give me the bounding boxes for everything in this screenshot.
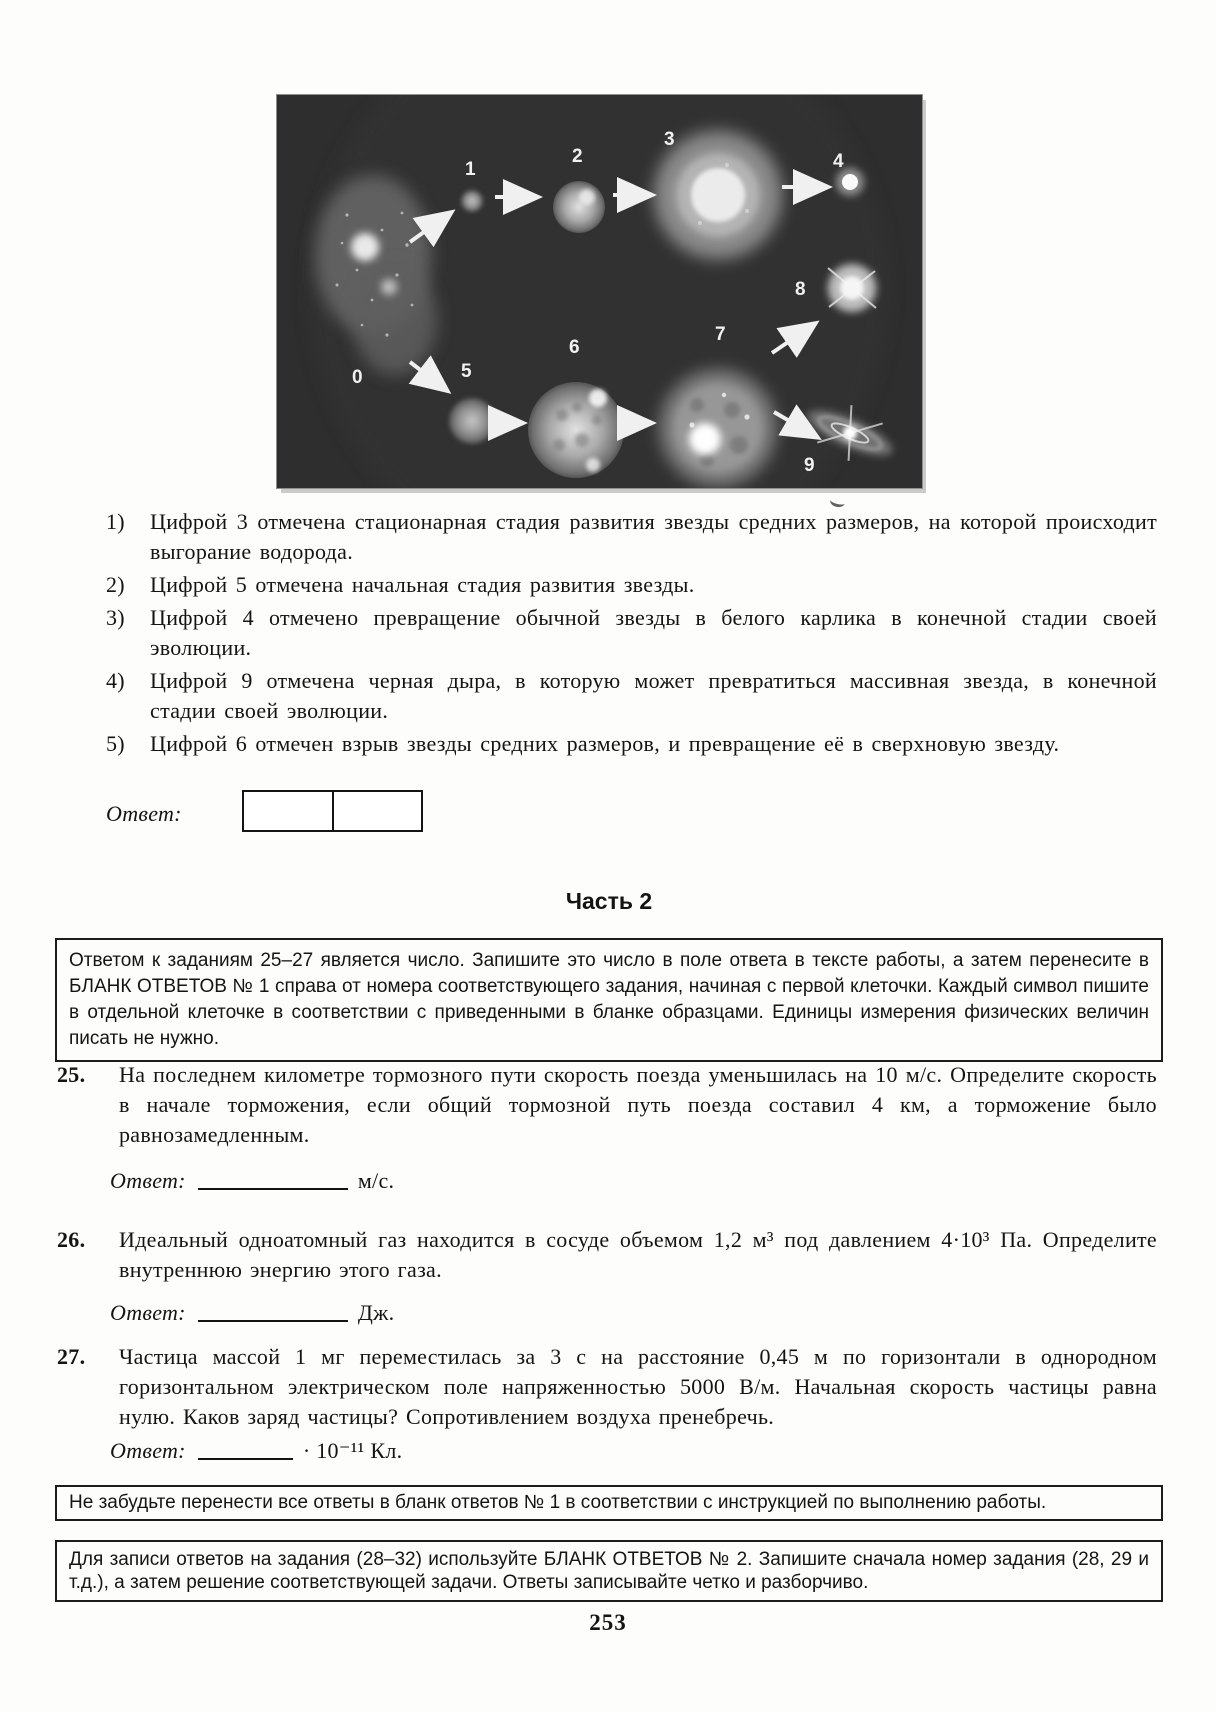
figure-label-3: 3 xyxy=(664,129,675,150)
option-3 xyxy=(106,603,1157,663)
option-number: 1) xyxy=(106,509,125,534)
part2-instructions-box: Ответом к заданиям 25–27 является число. Запишите это число в поле ответа в тексте работы, а затем перенесите в БЛАНК ОТВЕТОВ № 1 справа от номера соответствующего задания, начиная с первой клеточки. Каждый символ пишите в отдельной клеточке в соответствии с приведенными в бланке образцами. Единицы измерения физических величин писать не нужно. xyxy=(55,938,1163,1062)
footer-note-2: Для записи ответов на задания (28–32) используйте БЛАНК ОТВЕТОВ № 2. Запишите сначала номер задания (28, 29 и т.д.), а затем решение соответствующей задачи. Ответы записывайте четко и разборчиво. xyxy=(55,1540,1163,1602)
answer-row-25 xyxy=(110,1168,394,1194)
figure-label-2: 2 xyxy=(572,146,583,167)
problem-text: На последнем километре тормозного пути скорость поезда уменьшилась на 10 м/с. Определите скорость в начале торможения, если общий тормозной путь поезда составил 4 км, а торможение было равнозамедленным. xyxy=(119,1062,1157,1147)
page-number: 253 xyxy=(589,1610,627,1635)
answer-blank xyxy=(198,1438,293,1460)
problem-text: Частица массой 1 мг переместилась за 3 с на расстояние 0,45 м по горизонтали в однородном горизонтальном электрическом поле напряженностью 5000 В/м. Начальная скорость частицы равна нулю. Каков заряд частицы? Сопротивлением воздуха пренебречь. xyxy=(119,1344,1157,1429)
option-4 xyxy=(106,666,1157,726)
figure-label-0: 0 xyxy=(352,367,363,388)
answer-label: Ответ: xyxy=(110,1300,186,1325)
option-number: 3) xyxy=(106,605,125,630)
figure-label-9: 9 xyxy=(804,455,815,476)
answer-unit: м/с. xyxy=(357,1168,395,1193)
figure-label-5: 5 xyxy=(461,361,472,382)
star-5 xyxy=(449,398,495,444)
option-text: Цифрой 9 отмечена черная дыра, в которую может превратиться массивная звезда, в конечной стадии своей эволюции. xyxy=(150,668,1157,723)
problem-text: Идеальный одноатомный газ находится в сосуде объемом 1,2 м³ под давлением 4·10³ Па. Определите внутреннюю энергию этого газа. xyxy=(119,1227,1157,1282)
option-text: Цифрой 5 отмечена начальная стадия развития звезды. xyxy=(150,572,695,597)
figure-label-8: 8 xyxy=(795,279,806,300)
answer-row-26 xyxy=(110,1300,394,1326)
option-text: Цифрой 6 отмечен взрыв звезды средних размеров, и превращение её в сверхновую звезду. xyxy=(150,731,1060,756)
answer-label: Ответ: xyxy=(110,1168,186,1193)
answer-unit: · 10⁻¹¹ Кл. xyxy=(302,1438,403,1463)
problem-number: 26. xyxy=(57,1227,86,1252)
option-2 xyxy=(106,570,1157,600)
answer-box-cell-1 xyxy=(244,792,334,830)
answer-label: Ответ: xyxy=(106,801,182,826)
option-5 xyxy=(106,729,1157,759)
footer-note-1: Не забудьте перенести все ответы в бланк ответов № 1 в соответствии с инструкцией по выполнению работы. xyxy=(55,1485,1163,1521)
white-dwarf-4 xyxy=(836,168,864,196)
figure-label-6: 6 xyxy=(569,337,580,358)
option-number: 2) xyxy=(106,572,125,597)
figure-label-1: 1 xyxy=(465,159,476,180)
answer-label: Ответ: xyxy=(110,1438,186,1463)
part2-title: Часть 2 xyxy=(565,888,653,914)
option-text: Цифрой 4 отмечено превращение обычной звезды в белого карлика в конечной стадии своей эволюции. xyxy=(150,605,1157,660)
option-number: 4) xyxy=(106,668,125,693)
answer-unit: Дж. xyxy=(357,1300,395,1325)
problem-26 xyxy=(57,1225,1157,1285)
option-number: 5) xyxy=(106,731,125,756)
star-1 xyxy=(461,190,483,212)
figure-label-4: 4 xyxy=(833,151,844,172)
star-2 xyxy=(553,181,605,233)
answer-blank xyxy=(198,1300,348,1322)
stellar-evolution-figure xyxy=(277,95,922,488)
problem-25 xyxy=(57,1060,1157,1150)
neutron-star-8 xyxy=(828,264,876,312)
figure-label-7: 7 xyxy=(715,324,726,345)
problem-27 xyxy=(57,1342,1157,1432)
star-6 xyxy=(528,382,624,478)
answer-box-cell-2 xyxy=(334,792,422,830)
answer-blank xyxy=(198,1168,348,1190)
supernova-7 xyxy=(660,370,776,486)
answer-box xyxy=(242,790,423,832)
option-text: Цифрой 3 отмечена стационарная стадия развития звезды средних размеров, на которой происходит выгорание водорода. xyxy=(150,509,1157,564)
problem-number: 27. xyxy=(57,1344,86,1369)
star-3 xyxy=(654,131,782,259)
problem-number: 25. xyxy=(57,1062,86,1087)
answer-row-27 xyxy=(110,1438,402,1464)
options-list xyxy=(106,507,1157,762)
option-1 xyxy=(106,507,1157,567)
